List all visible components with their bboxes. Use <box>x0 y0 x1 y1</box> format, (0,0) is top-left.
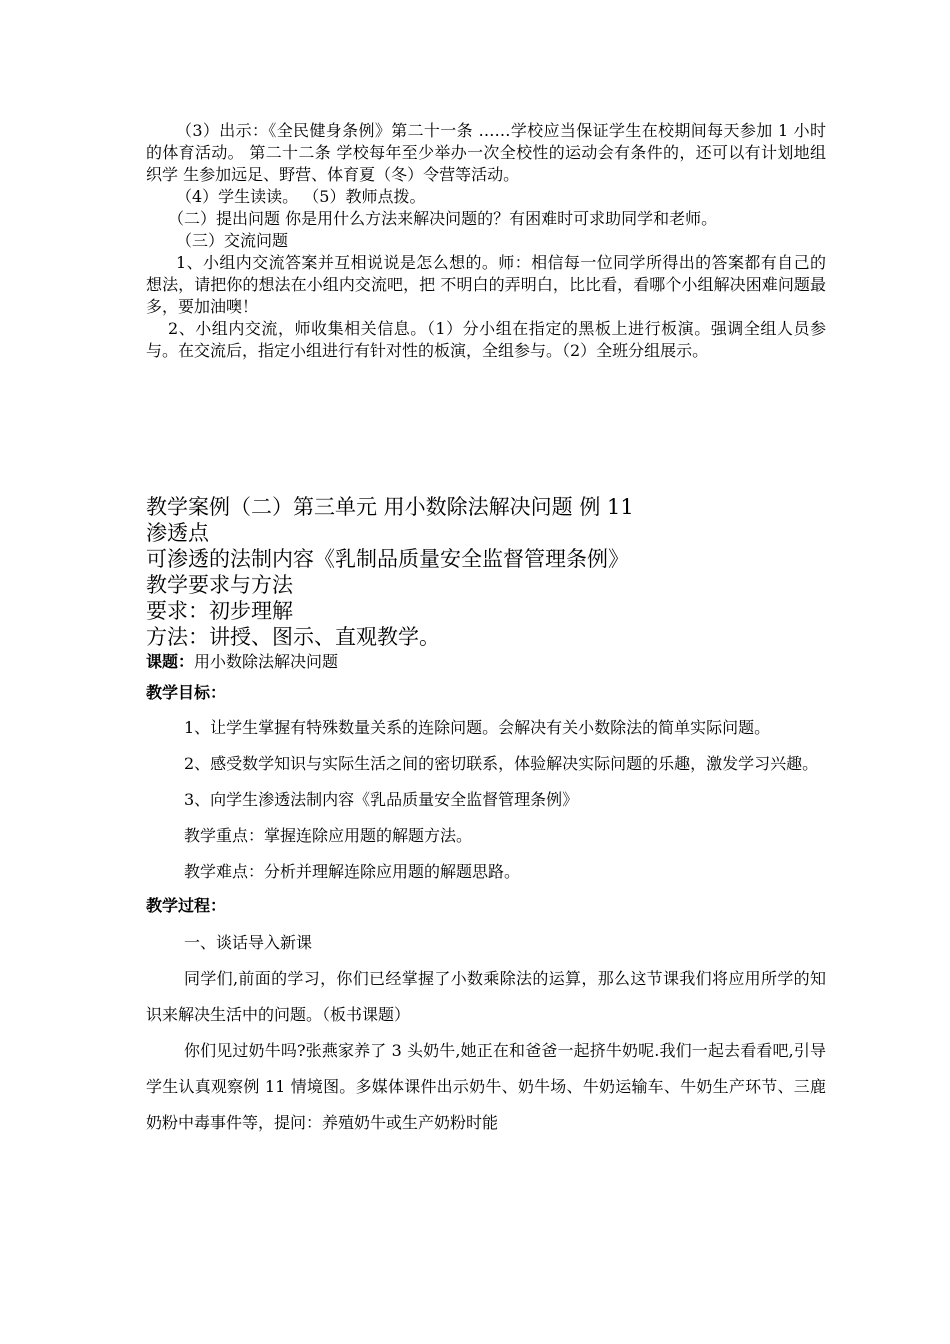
topic-label: 课题： <box>146 652 195 671</box>
penetration-point: 渗透点 <box>146 521 209 545</box>
lesson-section-one <box>146 120 826 362</box>
requirement-line: 要求：初步理解 <box>146 599 293 623</box>
legal-content: 可渗透的法制内容《乳制品质量安全监督管理条例》 <box>146 547 629 571</box>
topic-line <box>146 650 826 673</box>
paragraph-ask-question: （二）提出问题 你是用什么方法来解决问题的？有困难时可求助同学和老师。 <box>168 209 718 228</box>
paragraph-exchange-heading: （三）交流问题 <box>176 231 289 250</box>
goal-3: 3、向学生渗透法制内容《乳品质量安全监督管理条例》 <box>184 790 579 809</box>
case-title: 教学案例（二）第三单元 用小数除法解决问题 例 11 <box>146 495 634 519</box>
lesson-plan-section <box>146 650 826 1141</box>
topic-value: 用小数除法解决问题 <box>194 652 339 671</box>
paragraph-group-exchange-1: 1、小组内交流答案并互相说说是怎么想的。师：相信每一位同学所得出的答案都有自己的想法，请把你的想法在小组内交流吧，把 不明白的弄明白，比比看，看哪个小组解决困难问题最多，要加油噢！ <box>146 253 826 316</box>
difficulty-point: 教学难点：分析并理解连除应用题的解题思路。 <box>184 862 521 881</box>
case-heading-block <box>146 494 826 650</box>
method-line: 方法：讲授、图示、直观教学。 <box>146 625 440 649</box>
paragraph-group-exchange-2: 2、小组内交流，师收集相关信息。（1）分小组在指定的黑板上进行板演。强调全组人员参与。在交流后，指定小组进行有针对性的板演，全组参与。（2）全班分组展示。 <box>146 319 826 360</box>
goals-label: 教学目标： <box>146 683 227 702</box>
goal-2: 2、感受数学知识与实际生活之间的密切联系，体验解决实际问题的乐趣，激发学习兴趣。 <box>184 754 819 773</box>
step-one-heading: 一、谈话导入新课 <box>184 933 313 952</box>
process-label: 教学过程： <box>146 896 227 915</box>
paragraph-student-reading: （4）学生读读。 （5）教师点拨。 <box>176 187 426 206</box>
intro-paragraph-2: 你们见过奶牛吗?张燕家养了 3 头奶牛,她正在和爸爸一起挤牛奶呢.我们一起去看看吧,引导学生认真观察例 11 情境图。多媒体课件出示奶牛、奶牛场、牛奶运输车、牛奶生产环节、三鹿奶粉中毒事件等，提问：养殖奶牛或生产奶粉时能 <box>146 1041 826 1132</box>
intro-paragraph-1: 同学们,前面的学习，你们已经掌握了小数乘除法的运算，那么这节课我们将应用所学的知识来解决生活中的问题。（板书课题） <box>146 969 826 1024</box>
key-point: 教学重点：掌握连除应用题的解题方法。 <box>184 826 473 845</box>
paragraph-display-regulation: （3）出示：《全民健身条例》第二十一条 ……学校应当保证学生在校期间每天参加 1 小时的体育活动。 第二十二条 学校每年至少举办一次全校性的运动会有条件的，还可以有计划地组织学 生参加远足、野营、体育夏（冬）令营等活动。 <box>146 121 826 184</box>
goal-1: 1、让学生掌握有特殊数量关系的连除问题。会解决有关小数除法的简单实际问题。 <box>184 718 771 737</box>
requirements-methods-heading: 教学要求与方法 <box>146 573 293 597</box>
